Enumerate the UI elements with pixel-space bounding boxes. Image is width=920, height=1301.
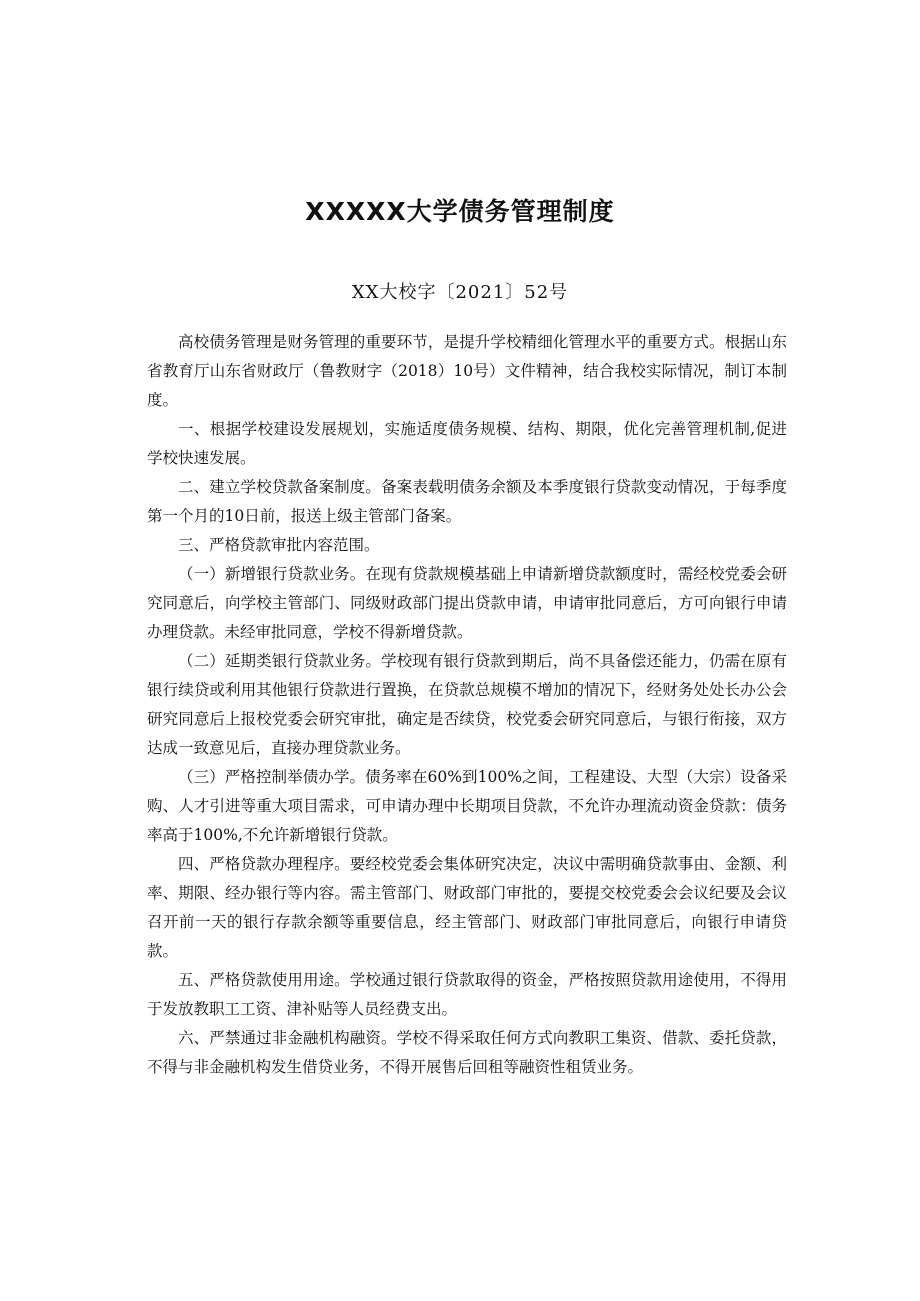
paragraph-5: 五、严格贷款使用用途。学校通过银行贷款取得的资金，严格按照贷款用途使用，不得用于发放教职工工资、津补贴等人员经费支出。 [147,971,787,1018]
paragraph-4: 四、严格贷款办理程序。要经校党委会集体研究决定，决议中需明确贷款事由、金额、利率、期限、经办银行等内容。需主管部门、财政部门审批的，要提交校党委会会议纪要及会议召开前一天的银行存款余额等重要信息，经主管部门、财政部门审批同意后，向银行申请贷款。 [147,855,787,960]
paragraph-3-2: （二）延期类银行贷款业务。学校现有银行贷款到期后，尚不具备偿还能力，仍需在原有银行续贷或利用其他银行贷款进行置换，在贷款总规模不增加的情况下，经财务处处长办公会研究同意后上报校党委会研究审批，确定是否续贷，校党委会研究同意后，与银行衔接，双方达成一致意见后，直接办理贷款业务。 [147,652,787,757]
document-title: XXXXX大学债务管理制度 [305,197,615,226]
paragraph-3: 三、严格贷款审批内容范围。 [178,536,380,554]
paragraph-3-1: （一）新增银行贷款业务。在现有贷款规模基础上申请新增贷款额度时，需经校党委会研究同意后，向学校主管部门、同级财政部门提出贷款申请，申请审批同意后，方可向银行申请办理贷款。未经审批同意，学校不得新增贷款。 [147,565,787,641]
paragraph-intro: 高校债务管理是财务管理的重要环节，是提升学校精细化管理水平的重要方式。根据山东省教育厅山东省财政厅（鲁教财字（2018）10号）文件精神，结合我校实际情况，制订本制度。 [147,333,787,409]
document-body [147,328,787,1082]
document-number: XX大校字〔2021〕52号 [351,282,569,303]
paragraph-6: 六、严禁通过非金融机构融资。学校不得采取任何方式向教职工集资、借款、委托贷款，不得与非金融机构发生借贷业务，不得开展售后回租等融资性租赁业务。 [147,1029,787,1076]
paragraph-3-3: （三）严格控制举债办学。债务率在60%到100%之间，工程建设、大型（大宗）设备采购、人才引进等重大项目需求，可申请办理中长期项目贷款，不允许办理流动资金贷款：债务率高于100%,不允许新增银行贷款。 [147,768,787,844]
paragraph-1: 一、根据学校建设发展规划，实施适度债务规模、结构、期限，优化完善管理机制,促进学校快速发展。 [147,420,787,467]
paragraph-2: 二、建立学校贷款备案制度。备案表载明债务余额及本季度银行贷款变动情况，于每季度第一个月的10日前，报送上级主管部门备案。 [147,478,787,525]
